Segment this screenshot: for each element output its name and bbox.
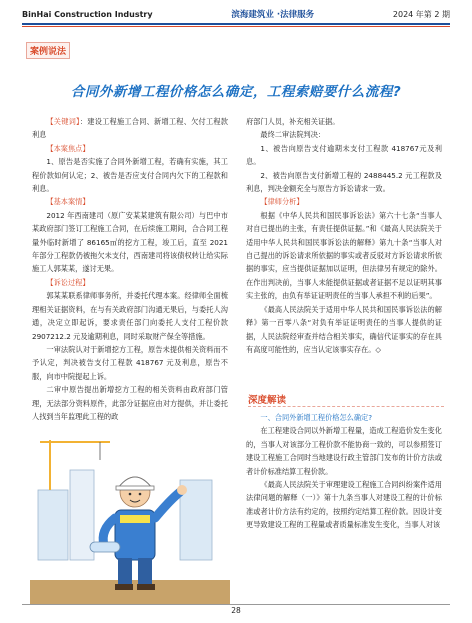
analysis-text-1: 在工程建设合同以外新增工程量，造成工程造价发生变化的，当事人对该部分工程价款不能协商一致的，可以参照签订建设工程施工合同时当地建设行政主管部门发布的计价方法或者计价标准结算工程价款。: [246, 426, 442, 476]
issue-number: 2024 年第 2 期: [392, 9, 450, 19]
analysis-text-2: 《最高人民法院关于审理建设工程施工合同纠纷案件适用法律问题的解释（一）》第十九条当事人对建设工程的计价标准或者计价方法有约定的，按照约定结算工程价款。因设计变更导致建设工程的工程量或者质量标准发生变化，当事人对该: [246, 480, 442, 530]
litigation-text-1: 郭某某联系律师事务所，并委托代理本案。经律师全面梳理相关证据资料，在与有关政府部门沟通无果后，与委托人沟通，决定立即起诉，要求责任部门向委托人支付工程价款 2907212.2 元及逾期利息，同时采取财产保全等措施。: [32, 291, 228, 341]
article-title: 合同外新增工程价格怎么确定，工程索赔要什么流程?: [70, 84, 402, 100]
lawyer-analysis-label: 【律师分析】: [260, 197, 304, 207]
header-rule: [22, 23, 450, 25]
header-rule-accent: [22, 26, 450, 27]
ruling-item-1: 1、被告向原告支付逾期未支付工程款 418767元及利息。: [246, 143, 442, 167]
ruling-intro: 最终二审法院判决：: [260, 130, 326, 140]
analysis-subheading: 一、合同外新增工程价格怎么确定?: [260, 413, 373, 422]
litigation-text-3: 二审中原告提出新增挖方工程的相关资料由政府部门管理，无法部分资料原件，此部分证据应由对方提供，并让委托人找到当年监理此工程的政: [32, 385, 228, 421]
journal-name-cn: 滨海建筑业 ·法律服务: [231, 10, 315, 20]
continuation-text: 府部门人员，补充相关证据。: [246, 117, 340, 126]
lawyer-analysis-text-1: 根据《中华人民共和国民事诉讼法》第六十七条“当事人对自已提出的主张，有责任提供证据。”和《最高人民法院关于适用中华人民共和国民事诉讼法的解释》第九十条“当事人对自己提出的诉讼请求所依据的事实或者反驳对方诉讼请求所依据的事实，应当提供证据加以证明，但法律另有规定的除外。在作出判决前，当事人未能提供证据或者证据不足以证明其事实主张的，由负有举证证明责任的当事人承担不利的后果”。: [246, 210, 442, 301]
left-column: [32, 115, 228, 423]
keywords-text: ：建设工程施工合同、新增工程、欠付工程款利息: [32, 117, 228, 140]
construction-worker-illustration: [30, 430, 230, 605]
facts-text: 2012 年西南建司（原广安某某建筑有限公司）与巴中市某政府部门签订工程施工合同，在后续施工期间，合合同工程量外临时新增了 86165㎡的挖方工程，竣工后，直至 2021 年部分工程款仍被拖欠未支付，西南建司将该债权转让给实际施工人郭某某，遂讨无果。: [32, 210, 228, 274]
keywords: [32, 115, 228, 142]
analysis-rule: [248, 406, 444, 407]
right-column: [246, 115, 442, 356]
journal-name-en: BinHai Construction Industry: [22, 9, 153, 19]
section-tag: 案例说法: [26, 42, 70, 59]
page-number: 28: [231, 606, 241, 615]
litigation-label: 【诉讼过程】: [46, 277, 90, 287]
focus-text: 1、原告是否实施了合同外新增工程，若确有实施，其工程价款如何认定；2、被告是否应支付合同内欠下的工程款和利息。: [32, 157, 228, 194]
facts-label: 【基本案情】: [46, 197, 90, 207]
analysis-column: [246, 411, 442, 532]
footer-rule: [22, 604, 450, 605]
keywords-label: 【关键词】: [46, 117, 80, 126]
deep-analysis-heading: 深度解读: [248, 395, 287, 406]
ruling-item-2: 2、被告向原告支付新增工程的 2488445.2 元工程款及利息，判决金额充全与原告方诉讼请求一致。: [246, 170, 442, 194]
lawyer-analysis-text-2: 《最高人民法院关于适用中华人民共和国民事诉讼法的解释》第一百零八条“对负有举证证明责任的当事人提供的证据，人民法院经审查并结合相关事实，确信代证事实的存在具有高度可能性的，应当认定该事实存在。◇: [246, 304, 442, 354]
running-header: [22, 6, 450, 22]
litigation-text-2: 一审法院认对于新增挖方工程，原告未提供相关资料而不予认定，判决被告支付工程款 418767 元及利息，原告不服，向市中院提起上诉。: [32, 344, 228, 381]
focus-label: 【本案焦点】: [46, 143, 90, 153]
